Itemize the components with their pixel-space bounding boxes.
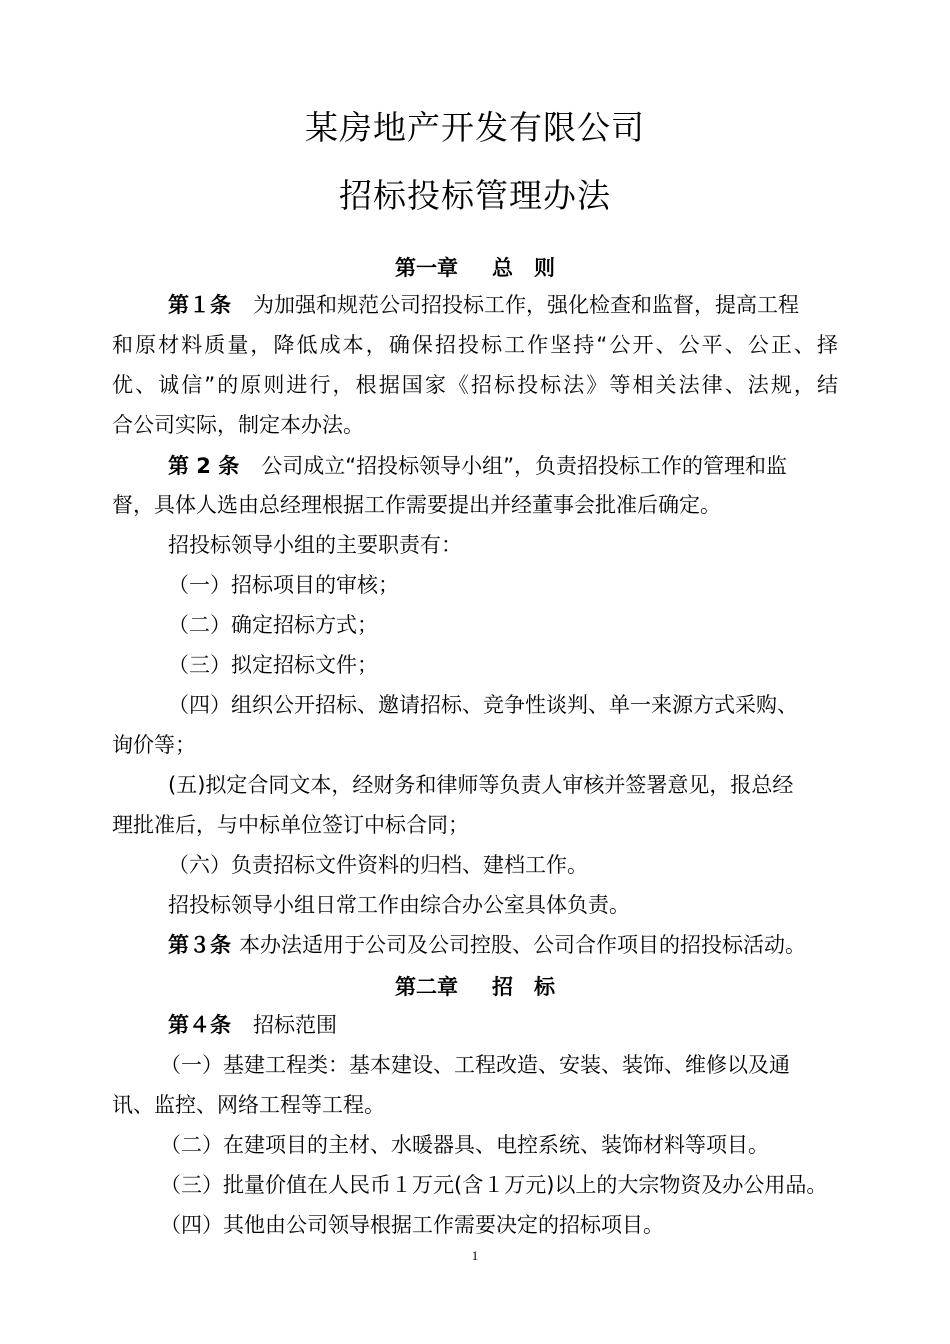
article-4-label: 第４条 — [168, 1013, 231, 1037]
chapter-2-heading — [0, 971, 950, 1001]
duty-3: （三）拟定招标文件； — [168, 653, 378, 677]
duty-6: （六）负责招标文件资料的归档、建档工作。 — [168, 853, 588, 877]
article-1-line-2: 和原材料质量，降低成本，确保招投标工作坚持“公开、公平、公正、择 — [112, 333, 838, 357]
page-number: 1 — [471, 1248, 479, 1263]
daily-work-note: 招投标领导小组日常工作由综合办公室具体负责。 — [168, 893, 630, 917]
scope-3: （三）批量价值在人民币１万元(含１万元)以上的大宗物资及办公用品。 — [160, 1173, 828, 1197]
article-1-line-1: 第１条 为加强和规范公司招投标工作，强化检查和监督，提高工程 — [168, 293, 799, 317]
duty-4-line-1: （四）组织公开招标、邀请招标、竞争性谈判、单一来源方式采购、 — [168, 693, 798, 717]
duty-2: （二）确定招标方式； — [168, 613, 378, 637]
scope-1-line-1: （一）基建工程类：基本建设、工程改造、安装、装饰、维修以及通 — [160, 1053, 790, 1077]
duty-5-line-2: 理批准后，与中标单位签订中标合同； — [112, 813, 469, 837]
article-4: 第４条 招标范围 — [168, 1013, 337, 1037]
chapter-1-number: 第一章 — [395, 256, 458, 280]
chapter-1-heading — [0, 252, 950, 282]
document-title: 招标投标管理办法 — [339, 176, 611, 215]
chapter-2-number: 第二章 — [395, 975, 458, 999]
scope-4: （四）其他由公司领导根据工作需要决定的招标项目。 — [160, 1213, 664, 1237]
article-1-label: 第１条 — [168, 293, 231, 317]
scope-2: （二）在建项目的主材、水暖器具、电控系统、装饰材料等项目。 — [160, 1133, 769, 1157]
duties-intro: 招投标领导小组的主要职责有： — [168, 533, 462, 557]
article-1-line-4: 合公司实际，制定本办法。 — [112, 413, 364, 437]
article-2-line-2: 督，具体人选由总经理根据工作需要提出并经董事会批准后确定。 — [112, 493, 721, 517]
article-3-label: 第３条 — [168, 933, 231, 957]
scope-1-line-2: 讯、监控、网络工程等工程。 — [112, 1093, 385, 1117]
chapter-1-title-a: 总 — [492, 256, 513, 280]
document-title-company: 某房地产开发有限公司 — [305, 108, 645, 147]
article-1-line-3: 优、诚信”的原则进行，根据国家《招标投标法》等相关法律、法规，结 — [112, 373, 838, 397]
duty-4-line-2: 询价等； — [112, 733, 196, 757]
duty-5-line-1: (五)拟定合同文本，经财务和律师等负责人审核并签署意见，报总经 — [168, 773, 794, 797]
article-3: 第３条 本办法适用于公司及公司控股、公司合作项目的招投标活动。 — [168, 933, 806, 957]
chapter-2-title-a: 招 — [492, 975, 513, 999]
duty-1: （一）招标项目的审核； — [168, 573, 399, 597]
chapter-1-title-b: 则 — [534, 256, 555, 280]
chapter-2-title-b: 标 — [534, 975, 555, 999]
article-2-label: 第 2 条 — [168, 454, 240, 478]
article-2-line-1: 第 2 条 公司成立“招投标领导小组”，负责招投标工作的管理和监 — [168, 454, 787, 478]
